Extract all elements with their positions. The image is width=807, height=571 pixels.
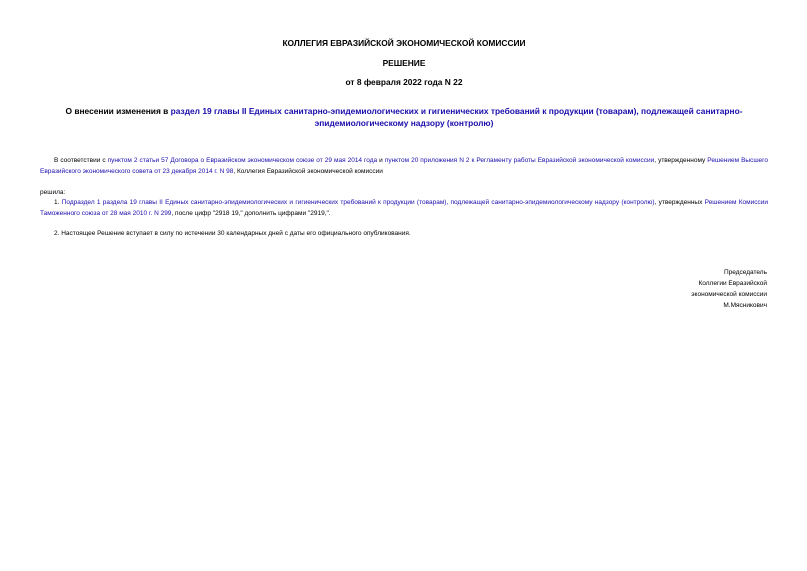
- document-kind: РЕШЕНИЕ: [382, 58, 426, 68]
- organization-name: КОЛЛЕГИЯ ЕВРАЗИЙСКОЙ ЭКОНОМИЧЕСКОЙ КОМИССИИ: [282, 38, 526, 48]
- resolved-label: решила:: [40, 189, 66, 196]
- treaty-link[interactable]: пунктом 2 статьи 57 Договора о Евразийском экономическом союзе от 29 мая 2014 года: [107, 157, 378, 164]
- title-link[interactable]: раздел 19 главы II Единых санитарно-эпидемиологических и гигиенических требований к продукции (товарам), подлежащей санитарно-эпидемиологическому надзору (контролю): [170, 106, 743, 128]
- signature-name: М.Мясникович: [723, 302, 767, 309]
- preamble-text-2: и: [377, 157, 385, 164]
- item-1-text-2: , утвержденных: [654, 199, 705, 206]
- signature-line-1: Председатель: [723, 269, 767, 276]
- item-1-paragraph: [40, 197, 768, 219]
- customs-union-decision-link[interactable]: Решением Комиссии Таможенного союза от 28 мая 2010 г. N 299: [40, 199, 768, 217]
- council-decision-link[interactable]: Решением Высшего Евразийского экономического совета от 23 декабря 2014 г. N 98: [40, 157, 768, 175]
- preamble-text-1: В соответствии с: [54, 157, 108, 164]
- regulation-link[interactable]: пунктом 20 приложения N 2 к Регламенту работы Евразийской экономической комиссии: [384, 157, 655, 164]
- signature-line-2: Коллегии Евразийской: [698, 280, 767, 287]
- preamble-paragraph: [40, 155, 768, 177]
- subsection-link[interactable]: Подраздел 1 раздела 19 главы II Единых санитарно-эпидемиологических и гигиенических требований к продукции (товарам), подлежащей санитарно-эпидемиологическому надзору (контролю): [61, 199, 655, 206]
- preamble-text-3: , утвержденному: [654, 157, 708, 164]
- item-1-text-3: , после цифр "2918 19," дополнить цифрами "2919,".: [171, 210, 331, 217]
- signature-line-3: экономической комиссии: [691, 291, 767, 298]
- title-prefix: О внесении изменения в: [65, 106, 171, 116]
- signature-block: [691, 267, 767, 311]
- item-2-paragraph: 2. Настоящее Решение вступает в силу по истечении 30 календарных дней с даты его официального опубликования.: [54, 230, 411, 237]
- document-date-number: от 8 февраля 2022 года N 22: [345, 77, 463, 87]
- item-1-text-1: 1.: [54, 199, 62, 206]
- document-title: [40, 105, 768, 129]
- preamble-text-4: , Коллегия Евразийской экономической комиссии: [233, 168, 383, 175]
